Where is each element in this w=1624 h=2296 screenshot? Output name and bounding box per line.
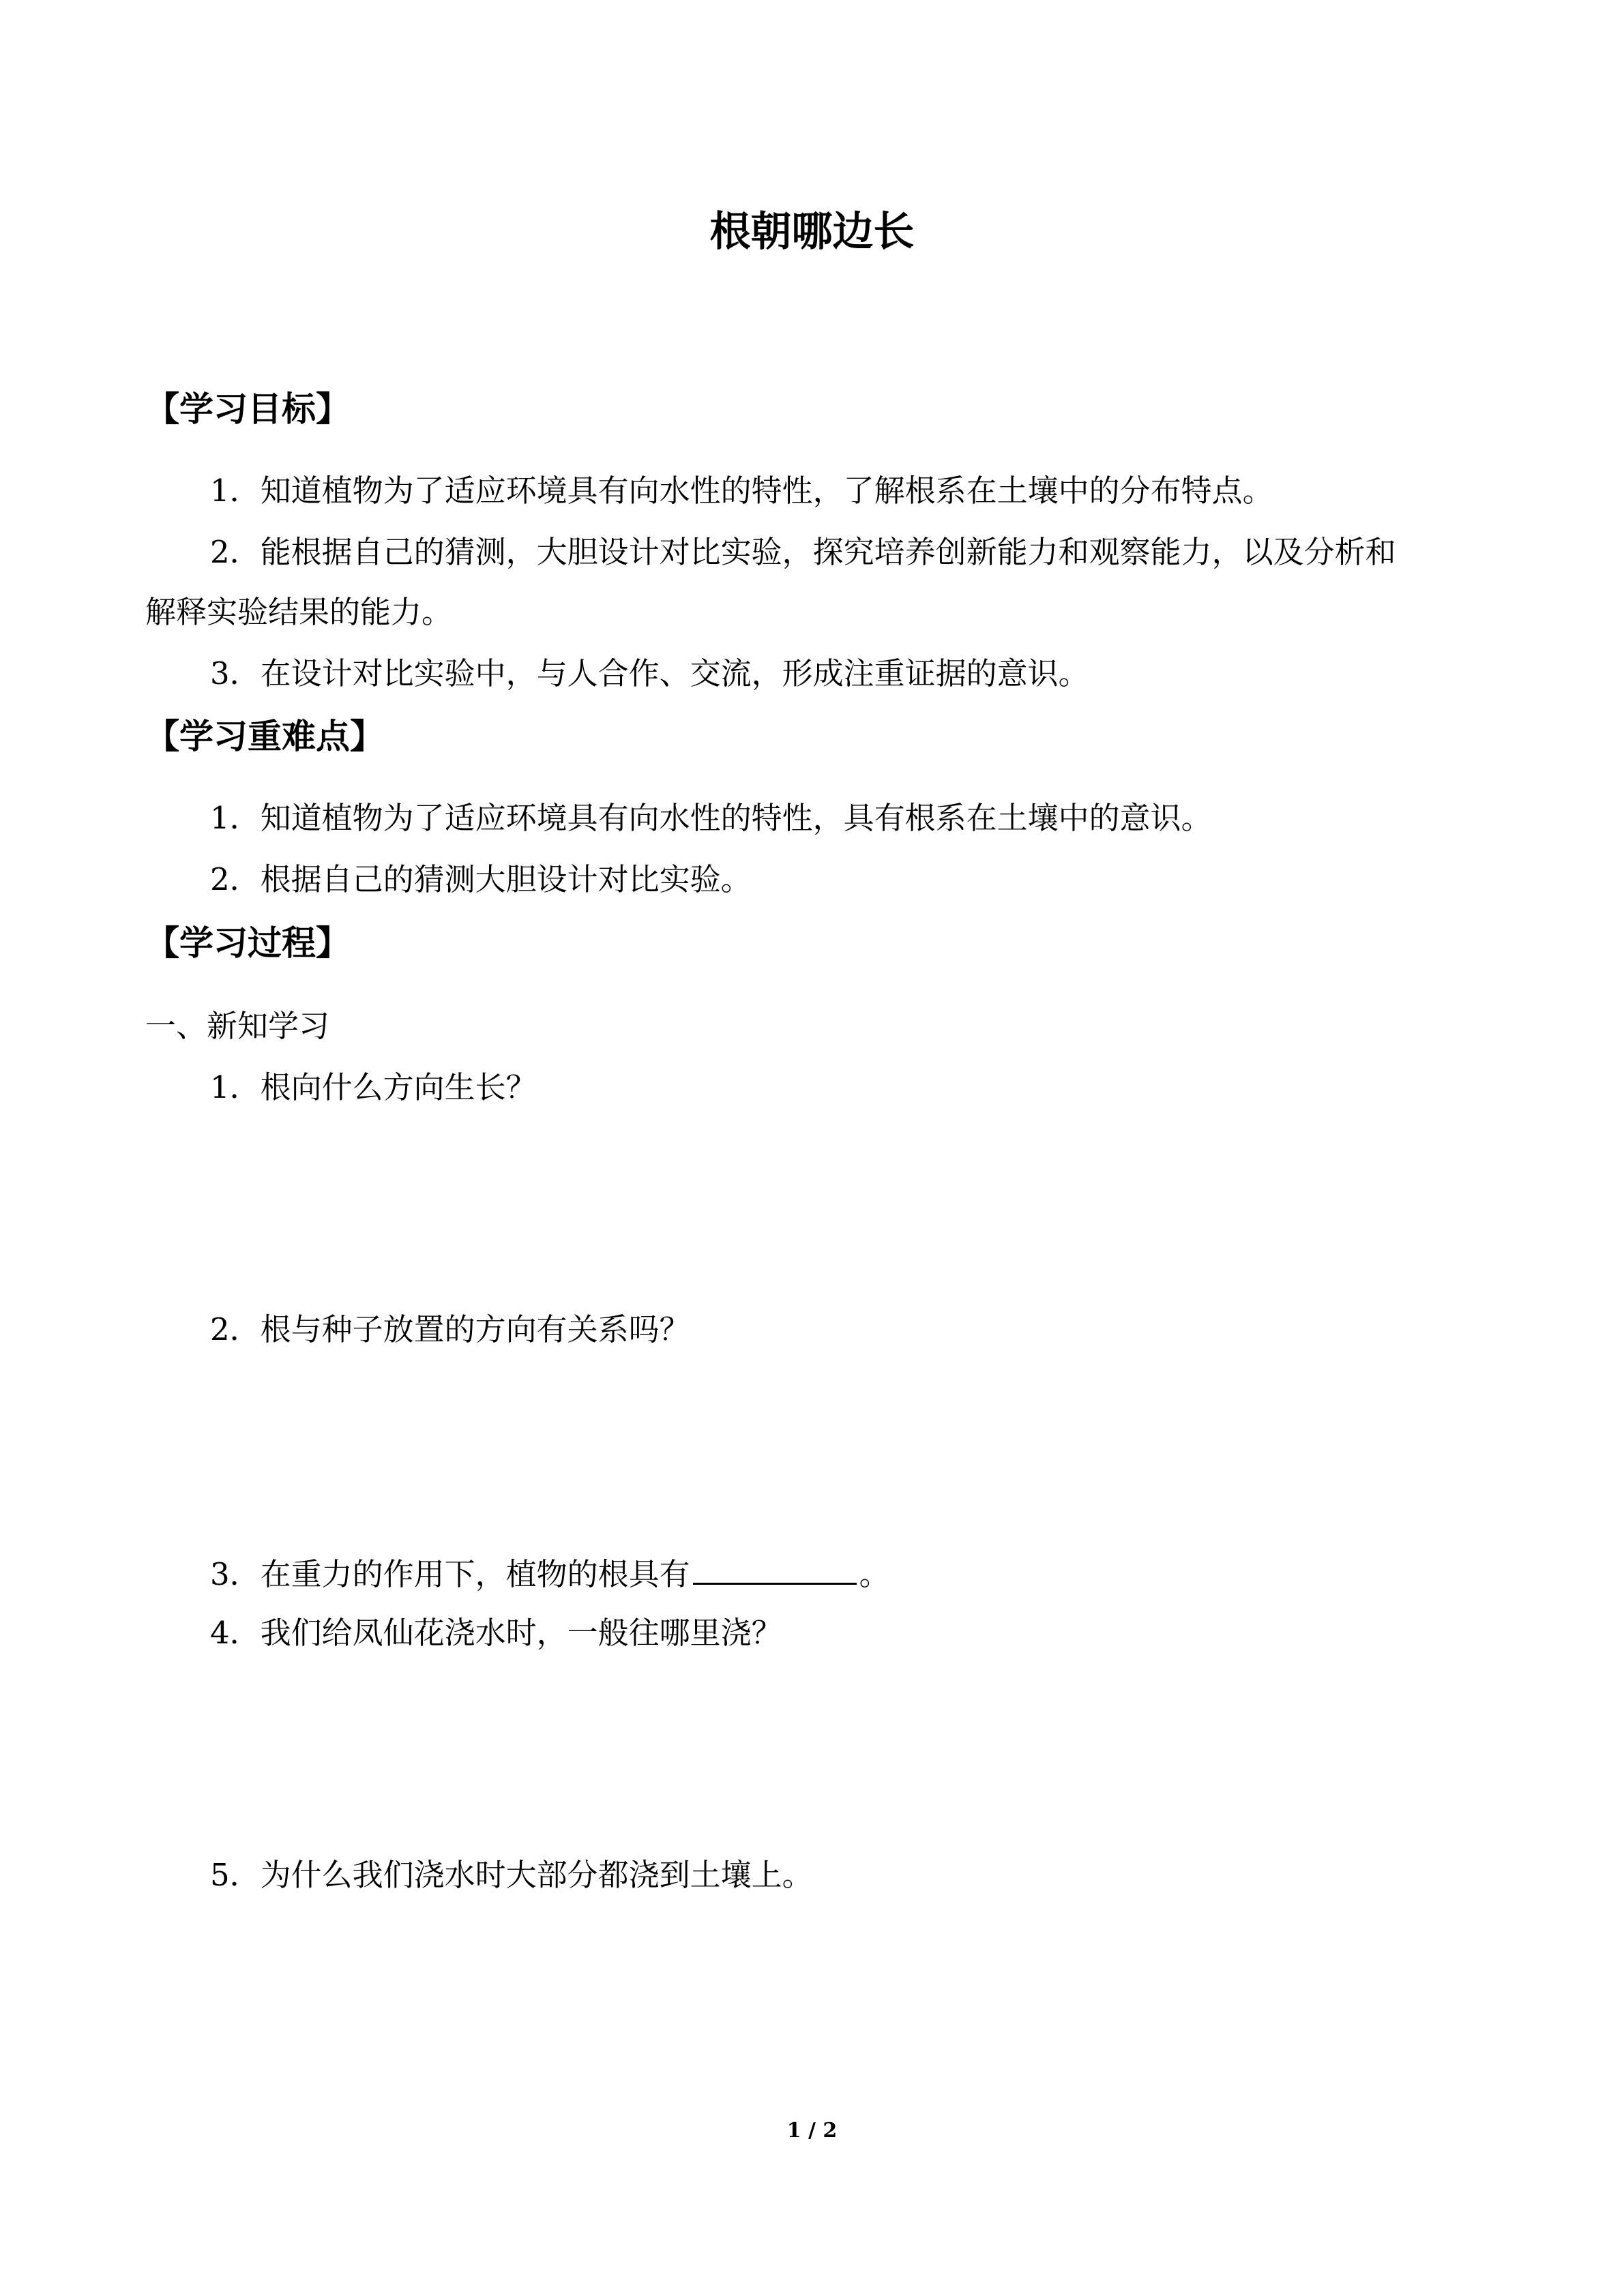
section-heading-process: 【学习过程】 — [145, 923, 350, 963]
objective-item-1: 1．知道植物为了适应环境具有向水性的特性，了解根系在土壤中的分布特点。 — [210, 473, 1273, 509]
section-heading-objectives: 【学习目标】 — [145, 389, 350, 429]
process-subheading: 一、新知学习 — [145, 1008, 330, 1044]
question-2: 2．根与种子放置的方向有关系吗？ — [210, 1311, 690, 1347]
question-5: 5．为什么我们浇水时大部分都浇到土壤上。 — [210, 1857, 813, 1893]
question-1: 1．根向什么方向生长？ — [210, 1069, 537, 1105]
section-heading-key-points: 【学习重难点】 — [145, 717, 384, 756]
page-number: 1 / 2 — [786, 2119, 838, 2143]
objective-item-2: 2．能根据自己的猜测，大胆设计对比实验，探究培养创新能力和观察能力，以及分析和 — [210, 534, 1396, 570]
key-point-item-1: 1．知道植物为了适应环境具有向水性的特性，具有根系在土壤中的意识。 — [210, 800, 1212, 836]
question-3-suffix: 。 — [859, 1556, 890, 1592]
question-4: 4．我们给凤仙花浇水时，一般往哪里浇？ — [210, 1615, 782, 1651]
question-3 — [210, 1551, 890, 1595]
page-title: 根朝哪边长 — [709, 208, 915, 256]
answer-blank[interactable] — [693, 1551, 857, 1585]
objective-item-3: 3．在设计对比实验中，与人合作、交流，形成注重证据的意识。 — [210, 655, 1089, 691]
question-3-text: 3．在重力的作用下，植物的根具有 — [210, 1556, 690, 1592]
key-point-item-2: 2．根据自己的猜测大胆设计对比实验。 — [210, 861, 752, 897]
objective-item-2-continued: 解释实验结果的能力。 — [145, 594, 453, 630]
